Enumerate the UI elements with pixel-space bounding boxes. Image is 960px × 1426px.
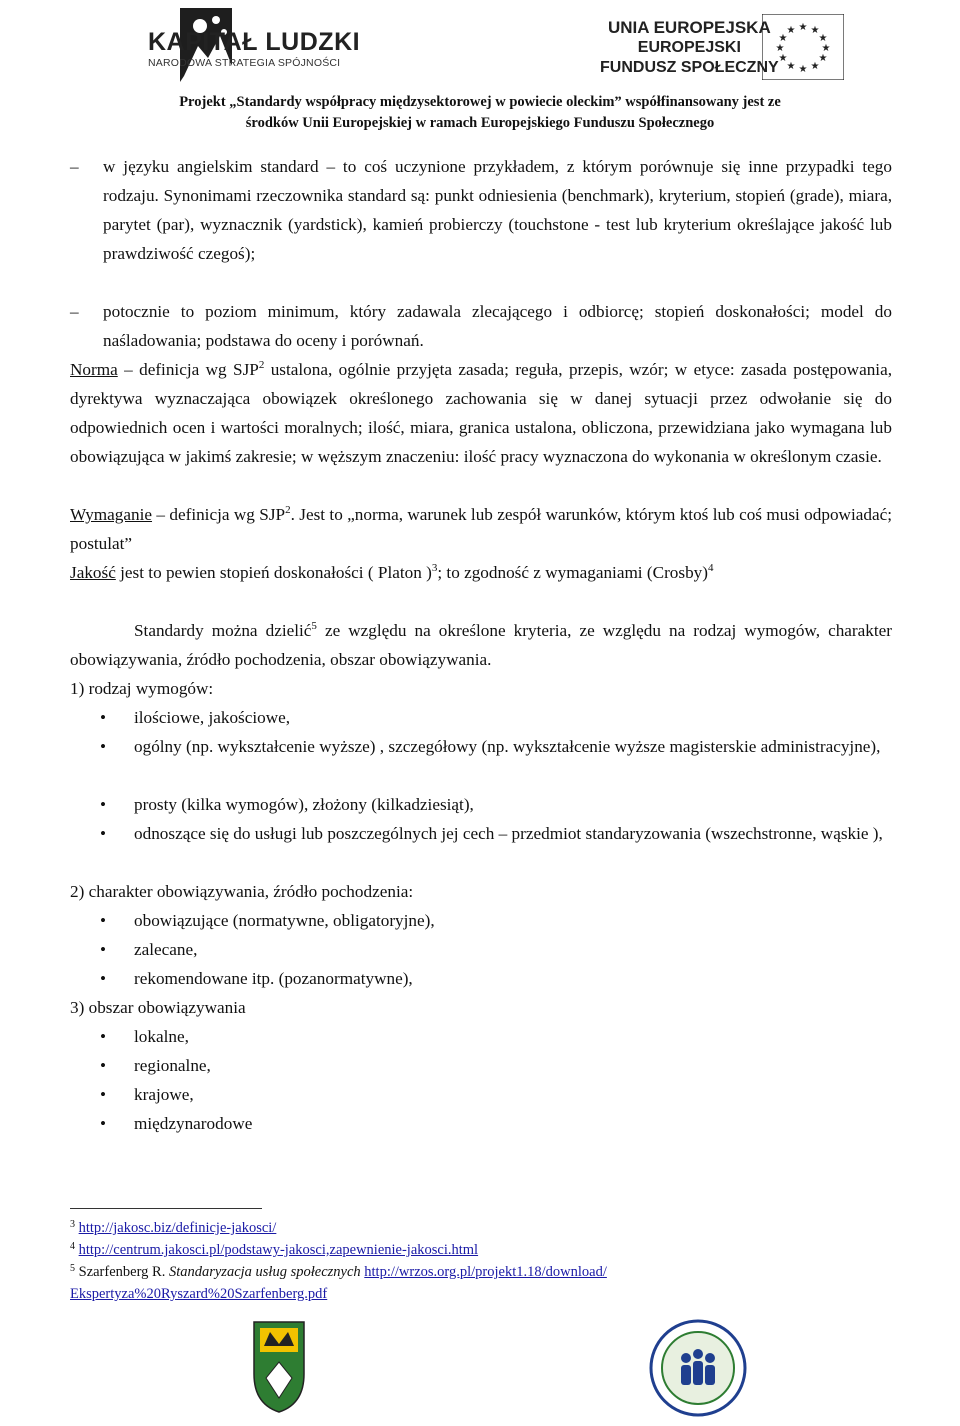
list-item-text: zalecane,	[134, 940, 198, 959]
footnote-title: Standaryzacja usług społecznych	[168, 1264, 361, 1280]
footnote-number: 4	[70, 1241, 75, 1252]
bullet-icon: •	[100, 1056, 107, 1075]
svg-text:★: ★	[818, 53, 828, 64]
footnote-link[interactable]: http://centrum.jakosci.pl/podstawy-jakosci,zapewnienie-jakosci.html	[78, 1242, 479, 1258]
list-item-text: międzynarodowe	[134, 1114, 253, 1133]
group-label: 2) charakter obowiązywania, źródło pochodzenia:	[70, 882, 414, 901]
list-item	[100, 935, 892, 964]
svg-text:★: ★	[798, 22, 808, 33]
bullet-icon: •	[100, 1085, 107, 1104]
bullet-icon: •	[100, 708, 107, 727]
wymaganie-intro: – definicja wg SJP	[152, 505, 286, 524]
footnote-5-cont	[70, 1284, 327, 1304]
eu-logo-text	[600, 18, 779, 78]
footnote-3	[70, 1218, 276, 1238]
list-item	[100, 790, 892, 819]
footnote-ref: 3	[431, 562, 438, 574]
jakosc-text-2: ; to zgodność z wymaganiami (Crosby)	[437, 563, 708, 582]
list-item	[100, 703, 892, 732]
list-item-text: krajowe,	[134, 1085, 194, 1104]
eu-logo-line3: FUNDUSZ SPOŁECZNY	[600, 59, 779, 76]
eu-logo-line1: UNIA EUROPEJSKA	[607, 18, 771, 37]
eu-logo-line2: EUROPEJSKI	[637, 39, 741, 56]
bullet-icon: •	[100, 737, 107, 756]
dash-item-text: w języku angielskim standard – to coś uczynione przykładem, z którym porównuje się inne przypadki tego rodzaju. Synonimami rzeczownika standard są: punkt odniesienia (benchmark), kryterium, stopień (grade), miara, parytet (par), wyznacznik (yardstick), kamień probierczy (touchstone - test lub kryterium określające jakość lub prawdziwość czegoś);	[103, 157, 892, 263]
dash-item-text: potocznie to poziom minimum, który zadawala zlecającego i odbiorcę; stopień doskonałości; model do naśladowania; podstawa do oceny i porównań.	[103, 302, 892, 350]
coat-of-arms-icon	[246, 1318, 312, 1414]
project-line-2: środków Unii Europejskiej w ramach Europejskiego Funduszu Społecznego	[245, 115, 715, 131]
bullet-icon: •	[100, 969, 107, 988]
list-item-text: prosty (kilka wymogów), złożony (kilkadziesiąt),	[134, 795, 474, 814]
list-item-text: obowiązujące (normatywne, obligatoryjne),	[134, 911, 435, 930]
list-item	[100, 1022, 892, 1051]
project-header	[0, 92, 960, 134]
norma-text: ustalona, ogólnie przyjęta zasada; reguła, przepis, wzór; w etyce: zasada postępowania, dyrektywa wyznaczająca obowiązek określonego zachowania się w danej sytuacji przez odwołanie się do odpowiednich ocen i wartości moralnych; ilość, miara, granica ustalona, obliczona, przewidziana jako wymagana lub obowiązująca w jakimś zakresie; w węższym znaczeniu: ilość pracy wyznaczona do wykonania w określonym czasie.	[70, 360, 892, 466]
footnote-5	[70, 1262, 607, 1282]
standardy-text-2: ze względu na określone kryteria, ze względu na rodzaj wymogów, charakter obowiązywania, źródło pochodzenia, obszar obowiązywania.	[70, 621, 892, 669]
svg-text:★: ★	[810, 25, 820, 36]
footnote-link[interactable]: http://jakosc.biz/definicje-jakosci/	[78, 1220, 277, 1236]
bullet-icon: •	[100, 1027, 107, 1046]
bullet-icon: •	[100, 1114, 107, 1133]
eu-flag-icon	[762, 14, 844, 80]
list-item-text: odnoszące się do usługi lub poszczególnych jej cech – przedmiot standaryzowania (wszechstronne, wąskie ),	[134, 824, 883, 843]
bullet-icon: •	[100, 940, 107, 959]
svg-text:★: ★	[798, 64, 808, 75]
footnote-link[interactable]: http://wrzos.org.pl/projekt1.18/download/	[364, 1264, 607, 1280]
norma-intro: – definicja wg SJP	[117, 360, 259, 379]
footnote-number: 5	[70, 1263, 75, 1274]
list-item	[100, 732, 892, 761]
svg-text:★: ★	[786, 25, 796, 36]
svg-text:★: ★	[818, 33, 828, 44]
jakosc-text-1: jest to pewien stopień doskonałości ( Platon )	[115, 563, 432, 582]
list-item	[100, 1109, 892, 1138]
list-item-text: regionalne,	[134, 1056, 211, 1075]
svg-text:★: ★	[775, 43, 785, 54]
kapital-ludzki-subtitle: NARODOWA STRATEGIA SPÓJNOŚCI	[148, 57, 341, 69]
bullet-icon: •	[100, 911, 107, 930]
standardy-text-1: Standardy można dzielić	[134, 621, 312, 640]
standardy-paragraph	[70, 616, 892, 674]
jakosc-definition	[70, 558, 892, 587]
footnote-ref: 5	[311, 620, 317, 632]
svg-text:★: ★	[786, 61, 796, 72]
kapital-ludzki-title: KAPITAŁ LUDZKI	[148, 28, 361, 56]
organization-emblem-icon	[648, 1318, 748, 1418]
dash-marker: –	[70, 157, 79, 176]
footnote-ref: 2	[258, 359, 265, 371]
list-item	[100, 906, 892, 935]
footnote-divider	[70, 1208, 262, 1209]
list-item-text: lokalne,	[134, 1027, 189, 1046]
svg-text:★: ★	[778, 53, 788, 64]
footnote-4	[70, 1240, 478, 1260]
list-item-text: rekomendowane itp. (pozanormatywne),	[134, 969, 413, 988]
list-item-text: ilościowe, jakościowe,	[134, 708, 291, 727]
list-item	[100, 1051, 892, 1080]
bullet-icon: •	[100, 795, 107, 814]
footnote-ref: 4	[708, 562, 714, 574]
list-item	[100, 819, 892, 848]
svg-text:★: ★	[810, 61, 820, 72]
svg-text:★: ★	[821, 43, 831, 54]
project-line-1: Projekt „Standardy współpracy międzysektorowej w powiecie oleckim” współfinansowany jest ze	[179, 94, 781, 110]
jakosc-term: Jakość	[70, 563, 116, 582]
wymaganie-text: . Jest to „norma, warunek lub zespół warunków, którym ktoś lub coś musi odpowiadać; postulat”	[70, 505, 893, 553]
norma-term: Norma	[70, 360, 118, 379]
list-item	[100, 1080, 892, 1109]
list-item-text: ogólny (np. wykształcenie wyższe) , szczegółowy (np. wykształcenie wyższe magisterskie administracyjne),	[134, 737, 881, 756]
group-label: 1) rodzaj wymogów:	[70, 679, 214, 698]
footnote-ref: 2	[285, 504, 291, 516]
dash-item-colloquial	[70, 297, 892, 355]
wymaganie-definition	[70, 500, 892, 558]
footnote-link[interactable]: Ekspertyza%20Ryszard%20Szarfenberg.pdf	[70, 1286, 328, 1302]
dash-item-english	[70, 152, 892, 268]
footnote-author: Szarfenberg R.	[78, 1264, 169, 1280]
svg-text:★: ★	[778, 33, 788, 44]
bullet-icon: •	[100, 824, 107, 843]
norma-definition	[70, 355, 892, 471]
footnote-number: 3	[70, 1219, 75, 1230]
dash-marker: –	[70, 302, 79, 321]
wymaganie-term: Wymaganie	[70, 505, 153, 524]
list-item	[100, 964, 892, 993]
group-label: 3) obszar obowiązywania	[70, 998, 246, 1017]
